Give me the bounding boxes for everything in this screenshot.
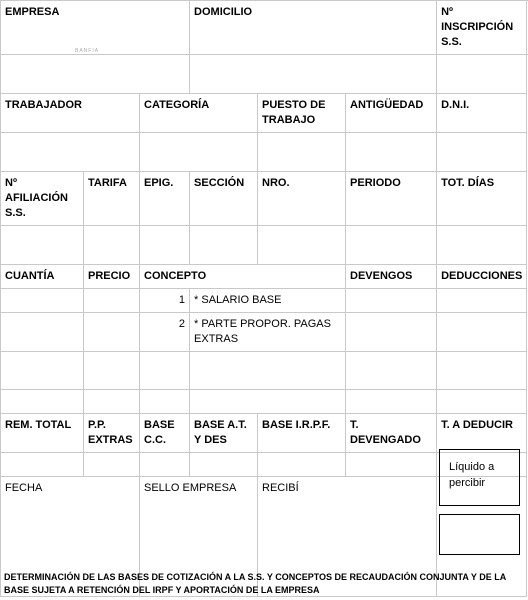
devengos-cell[interactable] [346, 390, 437, 414]
precio-cell[interactable] [84, 289, 140, 313]
concept-number: 2 [140, 313, 190, 352]
epig-value[interactable] [140, 226, 190, 265]
cuantia-cell[interactable] [1, 352, 84, 390]
dni-value[interactable] [437, 133, 527, 172]
deducciones-label: DEDUCCIONES [437, 265, 527, 289]
tot-dias-value[interactable] [437, 226, 527, 265]
concept-number: 1 [140, 289, 190, 313]
concept-text: * SALARIO BASE [190, 289, 346, 313]
epig-label: EPIG. [140, 172, 190, 226]
base-irpf-label: BASE I.R.P.F. [258, 414, 346, 453]
concept-row [1, 313, 527, 352]
precio-label: PRECIO [84, 265, 140, 289]
deducciones-cell[interactable] [437, 313, 527, 352]
seccion-label: SECCIÓN [190, 172, 258, 226]
precio-cell[interactable] [84, 390, 140, 414]
trabajador-value[interactable] [1, 133, 140, 172]
tarifa-label: TARIFA [84, 172, 140, 226]
puesto-label: PUESTO DE TRABAJO [258, 94, 346, 133]
puesto-value[interactable] [258, 133, 346, 172]
afiliacion-label: Nº AFILIACIÓN S.S. [1, 172, 84, 226]
rem-total-label: REM. TOTAL [1, 414, 84, 453]
recibi-label: RECIBÍ [258, 477, 437, 597]
concept-text-cell[interactable] [190, 390, 346, 414]
faint-mark: BANFIA [75, 48, 100, 54]
rem-total-value[interactable] [1, 453, 84, 477]
devengos-label: DEVENGOS [346, 265, 437, 289]
devengos-cell[interactable] [346, 289, 437, 313]
periodo-label: PERIODO [346, 172, 437, 226]
t-deducir-label: T. A DEDUCIR [437, 414, 527, 453]
devengos-cell[interactable] [346, 313, 437, 352]
deducciones-cell[interactable] [437, 390, 527, 414]
footer-note: DETERMINACIÓN DE LAS BASES DE COTIZACIÓN A LA S.S. Y CONCEPTOS DE RECAUDACIÓN CONJUNTA Y DE LA BASE SUJETA A RETENCIÓN DEL IRPF Y APORTACIÓN DE LA EMPRESA [4, 572, 506, 595]
t-devengado-label: T. DEVENGADO [346, 414, 437, 453]
inscripcion-value[interactable] [437, 55, 527, 94]
concept-number-cell[interactable] [140, 390, 190, 414]
categoria-value[interactable] [140, 133, 258, 172]
cuantia-cell[interactable] [1, 313, 84, 352]
trabajador-label: TRABAJADOR [1, 94, 140, 133]
liquido-box: Líquido a percibir [439, 449, 520, 506]
antiguedad-value[interactable] [346, 133, 437, 172]
t-devengado-value[interactable] [346, 453, 437, 477]
domicilio-value[interactable] [190, 55, 437, 94]
empresa-value[interactable] [1, 55, 190, 94]
devengos-cell[interactable] [346, 352, 437, 390]
precio-cell[interactable] [84, 313, 140, 352]
inscripcion-label: Nº INSCRIPCIÓN S.S. [437, 1, 527, 55]
pp-extras-value[interactable] [84, 453, 140, 477]
base-cc-label: BASE C.C. [140, 414, 190, 453]
concept-row [1, 289, 527, 313]
deducciones-cell[interactable] [437, 289, 527, 313]
cuantia-cell[interactable] [1, 289, 84, 313]
antiguedad-label: ANTIGÜEDAD [346, 94, 437, 133]
concept-row [1, 390, 527, 414]
empresa-label: EMPRESA [1, 1, 190, 55]
periodo-value[interactable] [346, 226, 437, 265]
concept-number-cell[interactable] [140, 352, 190, 390]
seccion-value[interactable] [190, 226, 258, 265]
tarifa-value[interactable] [84, 226, 140, 265]
fecha-label: FECHA [1, 477, 140, 597]
nro-label: NRO. [258, 172, 346, 226]
concept-text-cell[interactable] [190, 352, 346, 390]
tot-dias-label: TOT. DÍAS [437, 172, 527, 226]
concepto-label: CONCEPTO [140, 265, 346, 289]
sello-label: SELLO EMPRESA [140, 477, 258, 597]
afiliacion-value[interactable] [1, 226, 84, 265]
base-irpf-value[interactable] [258, 453, 346, 477]
nro-value[interactable] [258, 226, 346, 265]
base-at-label: BASE A.T. Y DES [190, 414, 258, 453]
concept-row [1, 352, 527, 390]
cuantia-cell[interactable] [1, 390, 84, 414]
liquido-amount-box[interactable] [439, 514, 520, 555]
concept-text: * PARTE PROPOR. PAGAS EXTRAS [190, 313, 346, 352]
deducciones-cell[interactable] [437, 352, 527, 390]
dni-label: D.N.I. [437, 94, 527, 133]
base-cc-value[interactable] [140, 453, 190, 477]
cuantia-label: CUANTÍA [1, 265, 84, 289]
base-at-value[interactable] [190, 453, 258, 477]
precio-cell[interactable] [84, 352, 140, 390]
categoria-label: CATEGORÍA [140, 94, 258, 133]
pp-extras-label: P.P. EXTRAS [84, 414, 140, 453]
domicilio-label: DOMICILIO [190, 1, 437, 55]
